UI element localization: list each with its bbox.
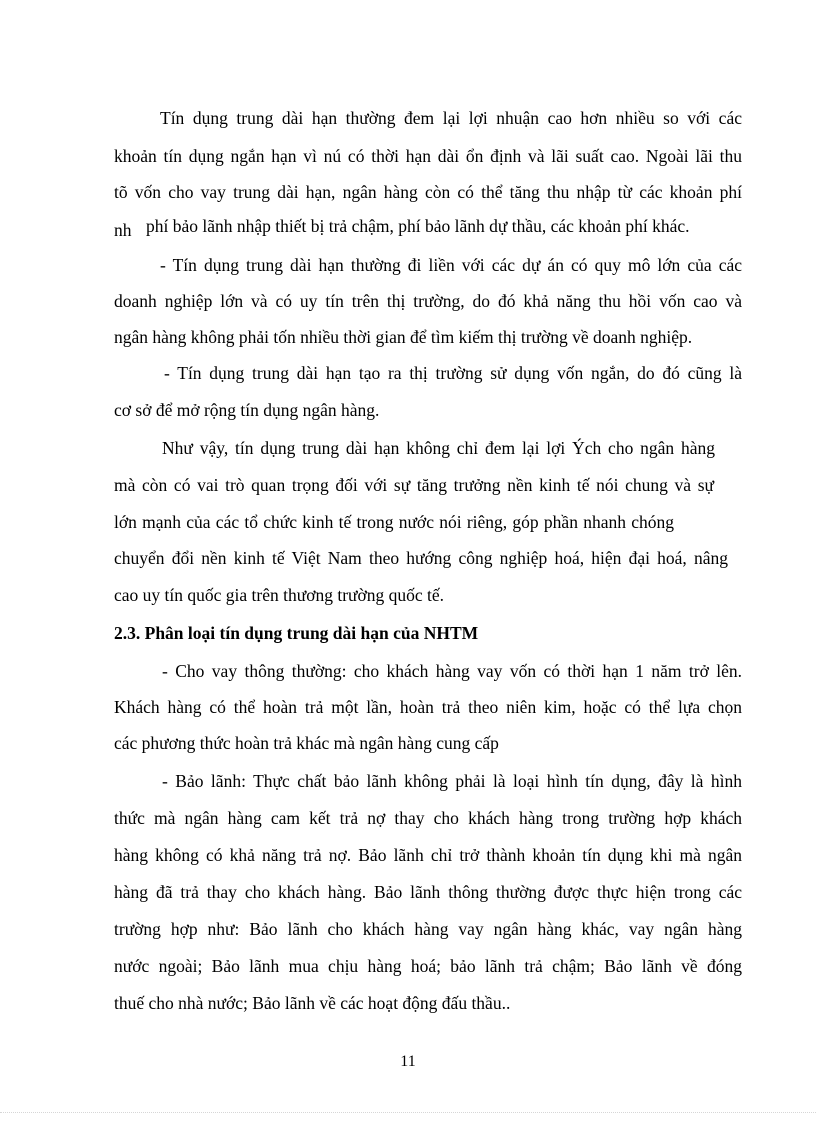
paragraph-1-line-2: khoản tín dụng ngắn hạn vì nú có thời hạn dài ổn định và lãi suất cao. Ngoài lãi thu [114,146,742,166]
paragraph-3-line-2: cơ sở để mở rộng tín dụng ngân hàng. [114,400,380,420]
paragraph-5-line-2: Khách hàng có thể hoàn trả một lần, hoàn trả theo niên kim, hoặc có thể lựa chọn [114,697,742,717]
paragraph-4-line-1: Như vậy, tín dụng trung dài hạn không chỉ đem lại lợi Ých cho ngân hàng [162,438,715,458]
page-number: 11 [400,1053,416,1070]
paragraph-5-line-1: - Cho vay thông thường: cho khách hàng vay vốn có thời hạn 1 năm trở lên. [162,661,742,681]
paragraph-1-line-1: Tín dụng trung dài hạn thường đem lại lợi nhuận cao hơn nhiều so với các [160,108,742,128]
paragraph-1-line-4: phí bảo lãnh nhập thiết bị trả chậm, phí bảo lãnh dự thầu, các khoản phí khác. [146,216,690,236]
page-bottom-divider [0,1112,816,1113]
section-heading: 2.3. Phân loại tín dụng trung dài hạn của NHTM [114,623,479,643]
paragraph-1-fragment: nh [114,220,132,240]
paragraph-4-line-2: mà còn có vai trò quan trọng đối với sự tăng trưởng nền kinh tế nói chung và sự [114,475,714,495]
paragraph-6-line-2: thức mà ngân hàng cam kết trả nợ thay cho khách hàng trong trường hợp khách [114,808,742,828]
paragraph-2-line-3: ngân hàng không phải tốn nhiều thời gian để tìm kiếm thị trường về doanh nghiệp. [114,327,693,347]
paragraph-1-line-3: tõ vốn cho vay trung dài hạn, ngân hàng còn có thể tăng thu nhập từ các khoản phí [114,182,742,202]
paragraph-2-line-2: doanh nghiệp lớn và có uy tín trên thị trường, do đó khả năng thu hồi vốn cao và [114,291,742,311]
paragraph-6-line-6: nước ngoài; Bảo lãnh mua chịu hàng hoá; bảo lãnh trả chậm; Bảo lãnh về đóng [114,956,742,976]
paragraph-4-line-5: cao uy tín quốc gia trên thương trường quốc tế. [114,585,445,605]
paragraph-6-line-7: thuế cho nhà nước; Bảo lãnh về các hoạt động đấu thầu.. [114,993,511,1013]
paragraph-4-line-3: lớn mạnh của các tổ chức kinh tế trong nước nói riêng, góp phần nhanh chóng [114,512,674,532]
paragraph-3-line-1: - Tín dụng trung dài hạn tạo ra thị trường sử dụng vốn ngắn, do đó cũng là [164,363,742,383]
paragraph-5-line-3: các phương thức hoàn trả khác mà ngân hàng cung cấp [114,733,499,753]
paragraph-6-line-5: trường hợp như: Bảo lãnh cho khách hàng vay ngân hàng khác, vay ngân hàng [114,919,742,939]
paragraph-6-line-1: - Bảo lãnh: Thực chất bảo lãnh không phải là loại hình tín dụng, đây là hình [162,771,742,791]
paragraph-6-line-4: hàng đã trả thay cho khách hàng. Bảo lãnh thông thường được thực hiện trong các [114,882,742,902]
paragraph-4-line-4: chuyển đổi nền kinh tế Việt Nam theo hướng công nghiệp hoá, hiện đại hoá, nâng [114,548,728,568]
paragraph-2-line-1: - Tín dụng trung dài hạn thường đi liền với các dự án có quy mô lớn của các [160,255,742,275]
paragraph-6-line-3: hàng không có khả năng trả nợ. Bảo lãnh chỉ trở thành khoản tín dụng khi mà ngân [114,845,742,865]
